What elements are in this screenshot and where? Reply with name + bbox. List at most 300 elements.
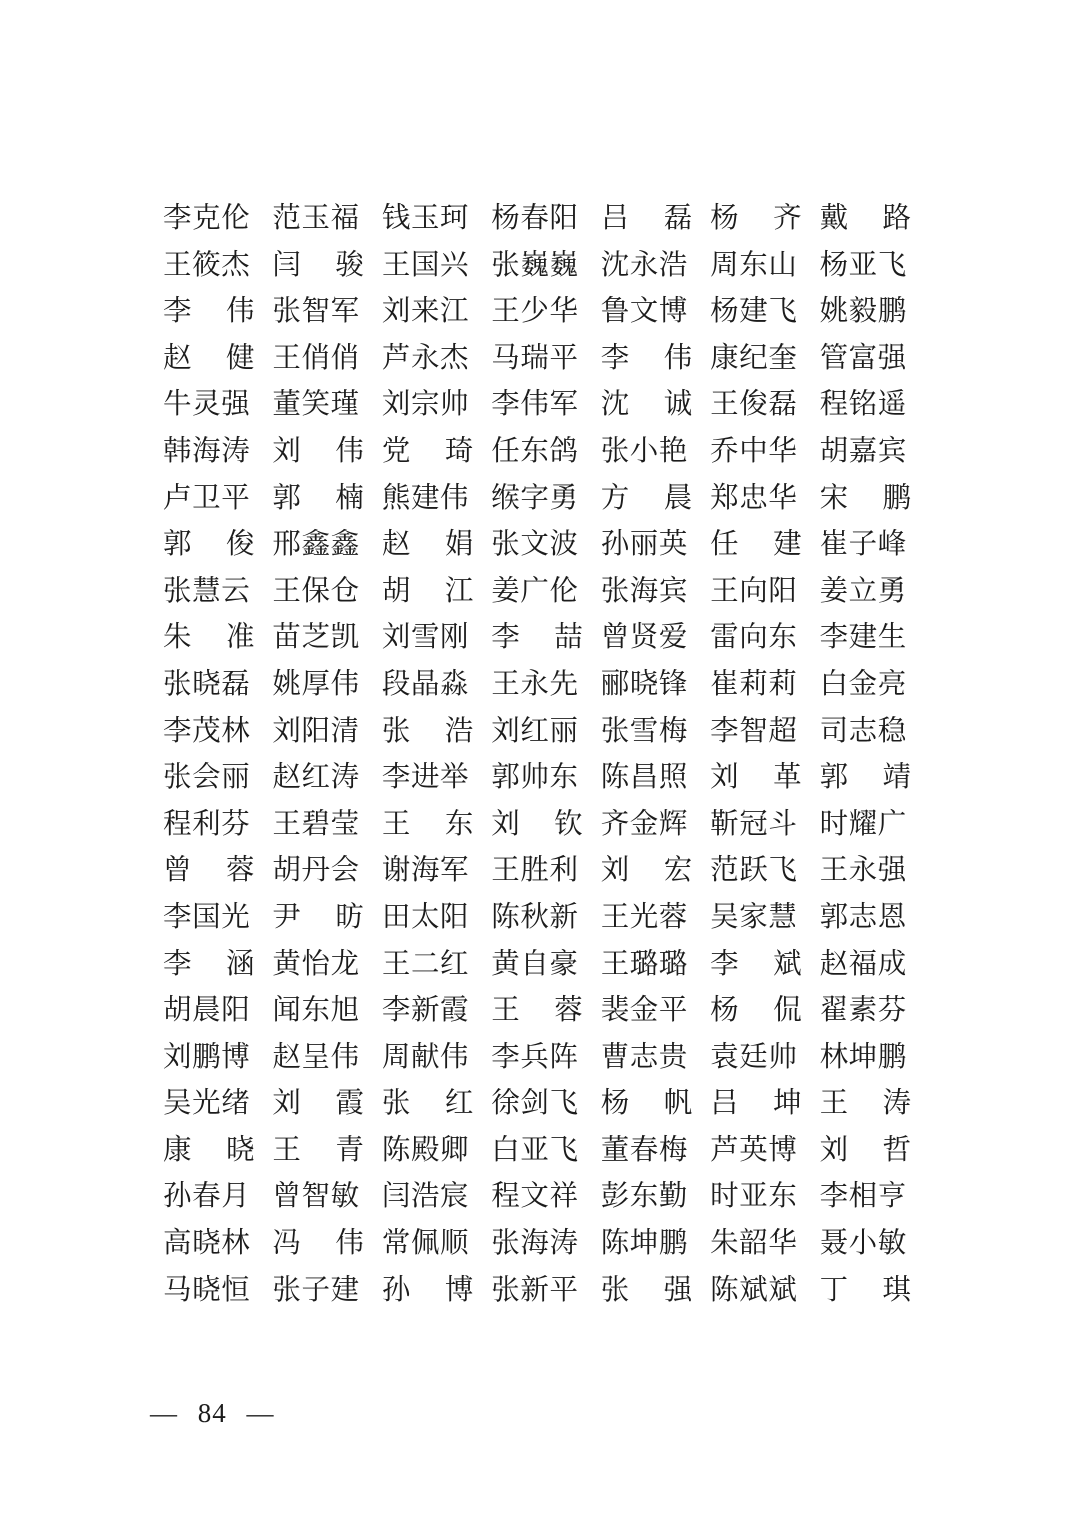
name-entry [491, 942, 600, 989]
name-entry [272, 1221, 381, 1268]
name-entry [820, 196, 929, 243]
name-entry [601, 336, 710, 383]
name-text: 刘阳清 [272, 715, 360, 747]
name-text: 苗芝凯 [272, 622, 360, 654]
name-entry [382, 942, 491, 989]
name-text: 杨建飞 [710, 296, 798, 328]
name-text: 张巍巍 [491, 249, 579, 281]
name-entry [601, 1221, 710, 1268]
name-text: 曹志贵 [600, 1041, 689, 1073]
name-entry [382, 1035, 491, 1082]
name-text: 芦英博 [710, 1134, 798, 1166]
name-entry [710, 1174, 819, 1221]
name-text: 郭志恩 [819, 901, 907, 933]
name-text: 李智超 [710, 715, 798, 747]
name-entry [272, 1268, 381, 1315]
name-entry [710, 1081, 819, 1128]
name-text: 王二红 [381, 948, 470, 980]
name-text: 李新霞 [381, 995, 470, 1027]
name-entry [382, 336, 491, 383]
name-text: 段晶淼 [381, 668, 470, 700]
name-text: 孙博 [381, 1274, 474, 1306]
name-text: 杨亚飞 [819, 249, 907, 281]
name-text: 朱准 [163, 622, 255, 654]
name-entry [272, 243, 381, 290]
name-entry [163, 429, 272, 476]
name-text: 陈斌斌 [710, 1274, 798, 1306]
name-entry [272, 1081, 381, 1128]
name-entry [382, 1081, 491, 1128]
name-entry [710, 196, 819, 243]
name-entry [820, 243, 929, 290]
name-text: 张浩 [381, 715, 474, 747]
name-text: 刘钦 [491, 808, 584, 840]
page-number: 84 [197, 1398, 227, 1428]
name-entry [710, 382, 819, 429]
name-text: 林坤鹏 [819, 1041, 907, 1073]
name-entry [601, 848, 710, 895]
name-text: 党琦 [381, 435, 474, 467]
name-text: 聂小敏 [819, 1228, 907, 1260]
name-entry [163, 895, 272, 942]
name-text: 王碧莹 [272, 808, 360, 840]
name-text: 郭帅东 [491, 762, 579, 794]
name-entry [163, 942, 272, 989]
name-entry [491, 569, 600, 616]
name-text: 张智军 [272, 296, 360, 328]
name-text: 程铭遥 [819, 389, 907, 421]
name-text: 刘鹏博 [163, 1041, 251, 1073]
name-entry [710, 1128, 819, 1175]
name-entry [710, 802, 819, 849]
name-entry [491, 196, 600, 243]
name-entry [820, 802, 929, 849]
name-entry [163, 196, 272, 243]
name-text: 高晓林 [163, 1228, 251, 1260]
name-entry [491, 382, 600, 429]
name-entry [272, 1035, 381, 1082]
name-text: 郭俊 [163, 529, 255, 561]
name-entry [820, 1081, 929, 1128]
name-entry [601, 755, 710, 802]
name-entry [163, 1035, 272, 1082]
name-text: 张红 [381, 1088, 474, 1120]
name-text: 吕坤 [710, 1088, 803, 1120]
name-entry [710, 1035, 819, 1082]
name-roster-grid [163, 196, 929, 1314]
name-entry [820, 429, 929, 476]
name-entry [491, 1221, 600, 1268]
name-text: 李克伦 [163, 203, 251, 234]
name-text: 袁廷帅 [710, 1041, 798, 1073]
name-entry [272, 476, 381, 523]
name-text: 李茂林 [163, 715, 251, 747]
name-text: 胡江 [381, 575, 474, 607]
name-text: 黄自豪 [491, 948, 579, 980]
name-entry [710, 848, 819, 895]
name-entry [710, 336, 819, 383]
name-entry [272, 289, 381, 336]
name-text: 郑忠华 [710, 482, 798, 514]
name-entry [710, 662, 819, 709]
name-entry [272, 382, 381, 429]
name-text: 胡晨阳 [163, 995, 251, 1027]
name-text: 冯伟 [272, 1228, 365, 1260]
name-text: 陈昌照 [600, 762, 689, 794]
name-entry [382, 615, 491, 662]
name-text: 崔子峰 [819, 529, 907, 561]
name-entry [491, 336, 600, 383]
name-entry [272, 569, 381, 616]
page-number-footer [150, 1398, 410, 1429]
name-text: 王俊磊 [710, 389, 798, 421]
name-entry [820, 476, 929, 523]
name-entry [272, 196, 381, 243]
name-entry [272, 1128, 381, 1175]
name-text: 方晨 [600, 482, 693, 514]
name-text: 王国兴 [381, 249, 470, 281]
name-text: 王光蓉 [600, 901, 689, 933]
name-entry [601, 662, 710, 709]
name-text: 董春梅 [600, 1134, 689, 1166]
name-text: 王筱杰 [163, 249, 251, 281]
name-text: 郦晓锋 [600, 668, 689, 700]
name-entry [820, 988, 929, 1035]
name-entry [163, 1174, 272, 1221]
name-entry [163, 1128, 272, 1175]
name-entry [491, 615, 600, 662]
name-text: 彭东勤 [600, 1181, 689, 1213]
name-text: 丁琪 [819, 1274, 912, 1306]
name-text: 时亚东 [710, 1181, 798, 1213]
name-text: 张雪梅 [600, 715, 689, 747]
name-text: 赵呈伟 [272, 1041, 360, 1073]
name-entry [382, 1174, 491, 1221]
name-text: 赵福成 [819, 948, 907, 980]
name-text: 陈秋新 [491, 901, 579, 933]
name-text: 李相亨 [819, 1181, 907, 1213]
name-entry [710, 942, 819, 989]
name-text: 牛灵强 [163, 389, 251, 421]
name-entry [820, 336, 929, 383]
name-entry [382, 1128, 491, 1175]
name-text: 李国光 [163, 901, 251, 933]
name-text: 马晓恒 [163, 1274, 251, 1306]
name-text: 李进举 [381, 762, 470, 794]
name-entry [820, 895, 929, 942]
name-text: 刘雪刚 [381, 622, 470, 654]
name-entry [820, 942, 929, 989]
name-text: 张新平 [491, 1274, 579, 1306]
name-text: 范跃飞 [710, 855, 798, 887]
name-entry [491, 243, 600, 290]
name-text: 刘宏 [600, 855, 693, 887]
name-text: 姜立勇 [819, 575, 907, 607]
name-text: 周东山 [710, 249, 798, 281]
name-entry [601, 1128, 710, 1175]
name-text: 赵健 [163, 342, 255, 374]
name-entry [710, 429, 819, 476]
name-text: 朱韶华 [710, 1228, 798, 1260]
name-entry [382, 802, 491, 849]
name-entry [382, 1268, 491, 1315]
name-entry [820, 522, 929, 569]
name-entry [163, 802, 272, 849]
name-entry [601, 615, 710, 662]
name-text: 张海宾 [600, 575, 689, 607]
name-text: 曾蓉 [163, 855, 255, 887]
name-entry [601, 1174, 710, 1221]
name-text: 白亚飞 [491, 1134, 579, 1166]
name-entry [272, 895, 381, 942]
name-text: 杨齐 [710, 203, 803, 234]
name-entry [382, 1221, 491, 1268]
name-text: 缑字勇 [491, 482, 579, 514]
name-text: 刘来江 [381, 296, 470, 328]
name-entry [382, 243, 491, 290]
name-entry [601, 243, 710, 290]
name-text: 吴家慧 [710, 901, 798, 933]
name-text: 康纪奎 [710, 342, 798, 374]
name-text: 杨帆 [600, 1088, 693, 1120]
name-text: 程文祥 [491, 1181, 579, 1213]
name-entry [820, 709, 929, 756]
name-text: 王涛 [819, 1088, 912, 1120]
name-text: 李建生 [819, 622, 907, 654]
name-entry [601, 1035, 710, 1082]
name-entry [382, 289, 491, 336]
name-text: 李伟军 [491, 389, 579, 421]
name-text: 卢卫平 [163, 482, 251, 514]
name-text: 陈坤鹏 [600, 1228, 689, 1260]
name-text: 陈殿卿 [381, 1134, 470, 1166]
name-entry [601, 942, 710, 989]
name-entry [710, 522, 819, 569]
name-entry [163, 848, 272, 895]
name-entry [163, 1221, 272, 1268]
name-text: 李伟 [600, 342, 693, 374]
name-text: 熊建伟 [381, 482, 470, 514]
name-text: 韩海涛 [163, 435, 251, 467]
name-text: 尹昉 [272, 901, 365, 933]
name-entry [601, 1081, 710, 1128]
name-text: 雷向东 [710, 622, 798, 654]
name-text: 胡丹会 [272, 855, 360, 887]
name-text: 张晓磊 [163, 668, 251, 700]
name-entry [820, 569, 929, 616]
name-text: 齐金辉 [600, 808, 689, 840]
name-text: 李喆 [491, 622, 584, 654]
name-entry [272, 988, 381, 1035]
name-text: 李斌 [710, 948, 803, 980]
name-text: 李兵阵 [491, 1041, 579, 1073]
name-entry [820, 1221, 929, 1268]
name-text: 翟素芬 [819, 995, 907, 1027]
name-entry [163, 755, 272, 802]
name-entry [710, 1268, 819, 1315]
name-entry [163, 662, 272, 709]
name-text: 刘革 [710, 762, 803, 794]
name-entry [382, 895, 491, 942]
name-entry [710, 988, 819, 1035]
name-entry [710, 243, 819, 290]
name-text: 程利芬 [163, 808, 251, 840]
name-text: 吕磊 [600, 203, 693, 234]
name-entry [382, 382, 491, 429]
name-entry [272, 429, 381, 476]
name-text: 刘红丽 [491, 715, 579, 747]
name-entry [163, 569, 272, 616]
name-entry [820, 289, 929, 336]
name-entry [601, 289, 710, 336]
name-text: 王少华 [491, 296, 579, 328]
name-entry [382, 988, 491, 1035]
name-entry [601, 476, 710, 523]
name-entry [710, 755, 819, 802]
name-text: 王蓉 [491, 995, 584, 1027]
name-entry [820, 615, 929, 662]
name-entry [601, 569, 710, 616]
name-text: 张子建 [272, 1274, 360, 1306]
name-text: 常佩顺 [381, 1228, 470, 1260]
name-entry [491, 1081, 600, 1128]
name-entry [163, 522, 272, 569]
name-text: 宋鹏 [819, 482, 912, 514]
name-text: 胡嘉宾 [819, 435, 907, 467]
name-entry [601, 382, 710, 429]
name-entry [163, 615, 272, 662]
name-text: 张文波 [491, 529, 579, 561]
name-entry [163, 1081, 272, 1128]
name-text: 张小艳 [600, 435, 689, 467]
name-text: 周献伟 [381, 1041, 470, 1073]
name-entry [382, 848, 491, 895]
name-text: 刘霞 [272, 1088, 365, 1120]
name-entry [163, 476, 272, 523]
name-text: 曾贤爱 [600, 622, 689, 654]
name-text: 王青 [272, 1134, 365, 1166]
name-text: 董笑瑾 [272, 389, 360, 421]
name-text: 赵娟 [381, 529, 474, 561]
name-text: 李涵 [163, 948, 255, 980]
name-entry [163, 382, 272, 429]
name-entry [491, 476, 600, 523]
name-text: 闫浩宸 [381, 1181, 470, 1213]
name-text: 时耀广 [819, 808, 907, 840]
name-entry [710, 615, 819, 662]
name-text: 刘哲 [819, 1134, 912, 1166]
name-text: 靳冠斗 [710, 808, 798, 840]
name-text: 鲁文博 [600, 296, 689, 328]
name-text: 沈永浩 [600, 249, 689, 281]
name-text: 张海涛 [491, 1228, 579, 1260]
name-entry [272, 522, 381, 569]
name-text: 王胜利 [491, 855, 579, 887]
name-text: 康晓 [163, 1134, 255, 1166]
name-entry [272, 802, 381, 849]
name-text: 芦永杰 [381, 342, 470, 374]
name-text: 白金亮 [819, 668, 907, 700]
name-entry [382, 569, 491, 616]
name-entry [820, 382, 929, 429]
name-text: 乔中华 [710, 435, 798, 467]
name-entry [272, 755, 381, 802]
name-text: 张慧云 [163, 575, 251, 607]
name-text: 王璐璐 [600, 948, 689, 980]
name-text: 闫骏 [272, 249, 365, 281]
name-entry [820, 755, 929, 802]
name-entry [601, 196, 710, 243]
name-text: 杨侃 [710, 995, 803, 1027]
name-entry [382, 476, 491, 523]
name-text: 闻东旭 [272, 995, 360, 1027]
name-entry [491, 1035, 600, 1082]
name-entry [163, 988, 272, 1035]
name-text: 戴路 [819, 203, 912, 234]
name-text: 李伟 [163, 296, 255, 328]
name-entry [163, 336, 272, 383]
name-entry [491, 289, 600, 336]
name-entry [820, 1035, 929, 1082]
name-entry [491, 755, 600, 802]
name-entry [491, 1268, 600, 1315]
name-text: 刘宗帅 [381, 389, 470, 421]
name-text: 任建 [710, 529, 803, 561]
name-text: 王俏俏 [272, 342, 360, 374]
name-text: 孙丽英 [600, 529, 689, 561]
name-entry [163, 709, 272, 756]
name-entry [382, 755, 491, 802]
name-entry [491, 429, 600, 476]
name-entry [601, 429, 710, 476]
name-text: 姚毅鹏 [819, 296, 907, 328]
name-entry [272, 848, 381, 895]
name-entry [491, 848, 600, 895]
name-entry [491, 662, 600, 709]
name-text: 邢鑫鑫 [272, 529, 360, 561]
name-entry [710, 289, 819, 336]
name-entry [710, 709, 819, 756]
name-entry [382, 429, 491, 476]
name-text: 沈诚 [600, 389, 693, 421]
name-text: 姚厚伟 [272, 668, 360, 700]
footer-left-dash: — [150, 1398, 178, 1428]
name-entry [382, 196, 491, 243]
name-entry [710, 1221, 819, 1268]
name-entry [163, 1268, 272, 1315]
name-text: 郭靖 [819, 762, 912, 794]
name-text: 司志稳 [819, 715, 907, 747]
name-entry [163, 289, 272, 336]
name-text: 刘伟 [272, 435, 365, 467]
name-text: 钱玉珂 [381, 203, 470, 234]
name-text: 徐剑飞 [491, 1088, 579, 1120]
name-entry [272, 662, 381, 709]
name-entry [820, 1128, 929, 1175]
name-text: 孙春月 [163, 1181, 251, 1213]
name-text: 曾智敏 [272, 1181, 360, 1213]
name-text: 王向阳 [710, 575, 798, 607]
name-entry [601, 522, 710, 569]
name-entry [272, 1174, 381, 1221]
name-text: 王永先 [491, 668, 579, 700]
name-entry [820, 848, 929, 895]
name-text: 裴金平 [600, 995, 689, 1027]
name-entry [601, 709, 710, 756]
name-entry [272, 942, 381, 989]
name-entry [601, 895, 710, 942]
name-entry [491, 988, 600, 1035]
